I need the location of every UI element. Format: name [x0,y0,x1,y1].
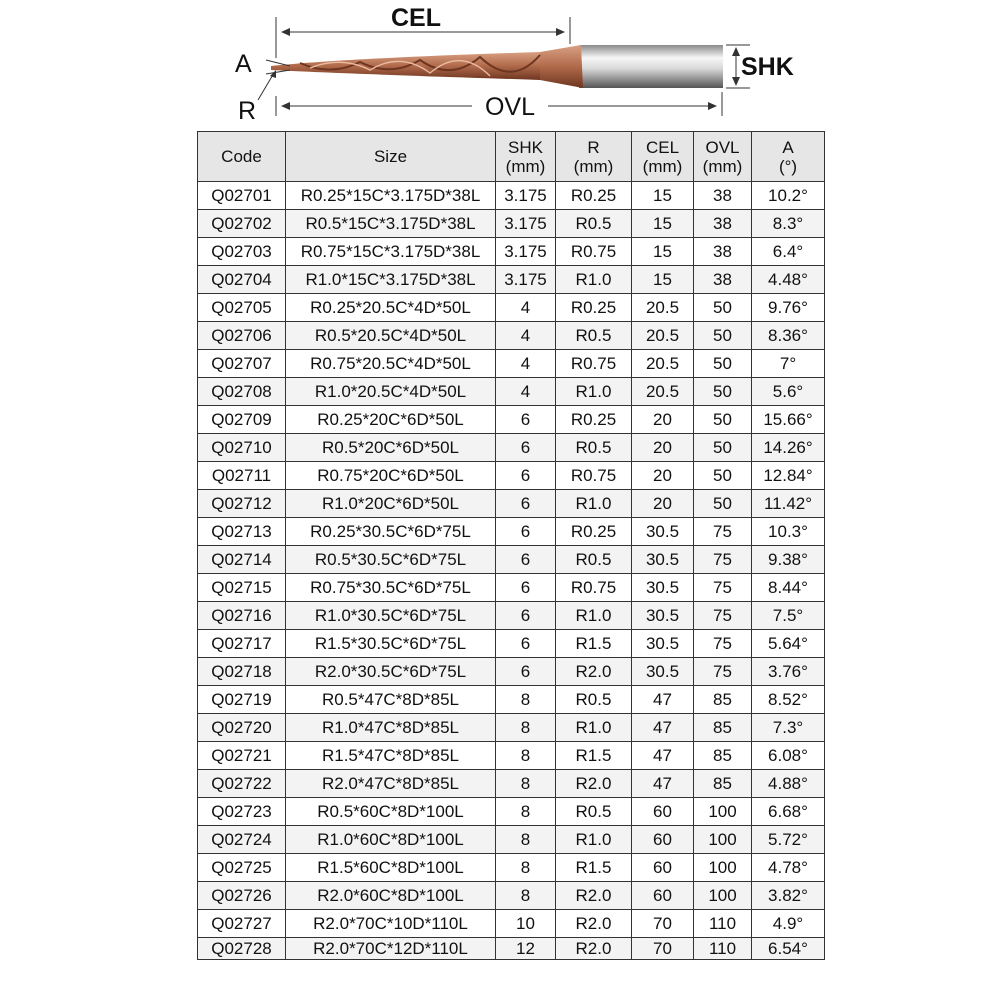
cell-shk: 8 [496,770,556,798]
cell-cel: 20.5 [632,294,694,322]
tool-shank [579,45,723,88]
cell-r: R1.0 [556,266,632,294]
cell-size: R1.0*20.5C*4D*50L [286,378,496,406]
cell-ovl: 50 [694,350,752,378]
cell-r: R0.25 [556,182,632,210]
cell-cel: 47 [632,770,694,798]
cell-r: R1.5 [556,630,632,658]
table-row [198,826,825,854]
cell-size: R0.75*15C*3.175D*38L [286,238,496,266]
cell-cel: 30.5 [632,602,694,630]
spec-table [197,131,825,960]
table-row [198,434,825,462]
cell-ovl: 75 [694,630,752,658]
cell-code: Q02708 [198,378,286,406]
cell-cel: 20.5 [632,322,694,350]
cell-r: R0.5 [556,210,632,238]
cell-cel: 20 [632,434,694,462]
cell-r: R0.25 [556,406,632,434]
cell-shk: 6 [496,518,556,546]
cell-ovl: 50 [694,294,752,322]
table-row [198,350,825,378]
cell-cel: 70 [632,910,694,938]
cell-ovl: 85 [694,714,752,742]
header-a: A (°) [752,132,825,182]
cell-ovl: 50 [694,406,752,434]
cell-ovl: 38 [694,210,752,238]
cell-shk: 4 [496,294,556,322]
cell-a: 8.52° [752,686,825,714]
cell-r: R0.5 [556,686,632,714]
table-row [198,238,825,266]
table-row [198,210,825,238]
header-cel: CEL (mm) [632,132,694,182]
cell-ovl: 38 [694,182,752,210]
cell-r: R2.0 [556,910,632,938]
cell-a: 8.3° [752,210,825,238]
cell-ovl: 85 [694,742,752,770]
cell-r: R2.0 [556,770,632,798]
cell-code: Q02706 [198,322,286,350]
cell-code: Q02724 [198,826,286,854]
cell-shk: 8 [496,686,556,714]
cell-shk: 8 [496,742,556,770]
cell-cel: 20 [632,406,694,434]
cell-ovl: 100 [694,882,752,910]
cell-a: 12.84° [752,462,825,490]
cell-size: R0.5*47C*8D*85L [286,686,496,714]
cell-cel: 47 [632,686,694,714]
cell-code: Q02726 [198,882,286,910]
tool-neck [540,45,583,88]
cell-shk: 12 [496,938,556,960]
cell-size: R2.0*30.5C*6D*75L [286,658,496,686]
cell-code: Q02709 [198,406,286,434]
cell-code: Q02710 [198,434,286,462]
cell-cel: 70 [632,938,694,960]
cell-cel: 15 [632,210,694,238]
cell-a: 8.44° [752,574,825,602]
cell-cel: 20.5 [632,350,694,378]
cell-cel: 15 [632,266,694,294]
cell-code: Q02721 [198,742,286,770]
cell-shk: 8 [496,826,556,854]
cell-ovl: 75 [694,574,752,602]
header-code: Code [198,132,286,182]
cell-cel: 47 [632,714,694,742]
cell-size: R1.5*60C*8D*100L [286,854,496,882]
cell-cel: 20.5 [632,378,694,406]
cell-r: R0.5 [556,546,632,574]
table-row [198,546,825,574]
cell-size: R0.25*20.5C*4D*50L [286,294,496,322]
cell-code: Q02702 [198,210,286,238]
cell-r: R0.25 [556,518,632,546]
table-row [198,322,825,350]
table-row [198,490,825,518]
cell-code: Q02717 [198,630,286,658]
cell-r: R1.0 [556,714,632,742]
cell-a: 7.3° [752,714,825,742]
table-row [198,658,825,686]
cell-a: 9.76° [752,294,825,322]
cell-cel: 15 [632,238,694,266]
cell-size: R1.0*30.5C*6D*75L [286,602,496,630]
cell-shk: 10 [496,910,556,938]
table-row [198,602,825,630]
cell-size: R0.5*20.5C*4D*50L [286,322,496,350]
cell-shk: 6 [496,406,556,434]
cell-ovl: 50 [694,462,752,490]
cell-cel: 30.5 [632,574,694,602]
cell-size: R0.5*30.5C*6D*75L [286,546,496,574]
cell-shk: 6 [496,630,556,658]
cell-shk: 3.175 [496,210,556,238]
angle-a-marker [235,50,290,78]
cell-code: Q02722 [198,770,286,798]
cell-r: R1.0 [556,490,632,518]
cell-ovl: 50 [694,490,752,518]
cell-ovl: 110 [694,938,752,960]
cell-shk: 6 [496,546,556,574]
cell-shk: 8 [496,798,556,826]
cell-code: Q02725 [198,854,286,882]
end-mill-diagram [0,0,1000,130]
table-row [198,574,825,602]
header-ovl: OVL (mm) [694,132,752,182]
cell-a: 4.9° [752,910,825,938]
table-row [198,518,825,546]
table-row [198,742,825,770]
cell-a: 3.76° [752,658,825,686]
cell-shk: 3.175 [496,238,556,266]
cell-size: R0.75*20C*6D*50L [286,462,496,490]
angle-a-label: A [235,50,252,78]
cell-r: R2.0 [556,882,632,910]
cell-size: R0.5*15C*3.175D*38L [286,210,496,238]
table-row [198,910,825,938]
cell-size: R2.0*70C*12D*110L [286,938,496,960]
cell-code: Q02728 [198,938,286,960]
table-row [198,378,825,406]
cell-ovl: 85 [694,770,752,798]
cell-code: Q02707 [198,350,286,378]
cell-shk: 6 [496,434,556,462]
cell-shk: 4 [496,322,556,350]
cell-shk: 3.175 [496,182,556,210]
cell-code: Q02705 [198,294,286,322]
cell-code: Q02713 [198,518,286,546]
cell-shk: 6 [496,574,556,602]
header-r: R (mm) [556,132,632,182]
ovl-dimension [276,92,722,121]
cell-r: R0.75 [556,462,632,490]
table-row [198,686,825,714]
cell-code: Q02716 [198,602,286,630]
cell-shk: 4 [496,350,556,378]
cell-size: R0.25*20C*6D*50L [286,406,496,434]
cell-r: R1.5 [556,742,632,770]
cell-cel: 30.5 [632,546,694,574]
cell-a: 15.66° [752,406,825,434]
cell-code: Q02720 [198,714,286,742]
cell-a: 7.5° [752,602,825,630]
cell-cel: 30.5 [632,630,694,658]
cell-r: R0.5 [556,322,632,350]
table-header-row [198,132,825,182]
cell-r: R0.5 [556,434,632,462]
table-row [198,882,825,910]
cell-a: 6.4° [752,238,825,266]
cell-shk: 6 [496,602,556,630]
cell-r: R0.75 [556,238,632,266]
cell-code: Q02711 [198,462,286,490]
cell-cel: 30.5 [632,658,694,686]
cell-a: 4.78° [752,854,825,882]
cell-code: Q02727 [198,910,286,938]
cel-label: CEL [391,4,441,32]
cell-code: Q02718 [198,658,286,686]
cell-a: 7° [752,350,825,378]
cell-a: 9.38° [752,546,825,574]
cell-a: 6.54° [752,938,825,960]
cell-a: 5.72° [752,826,825,854]
cell-shk: 8 [496,714,556,742]
cell-size: R1.0*47C*8D*85L [286,714,496,742]
cell-size: R2.0*47C*8D*85L [286,770,496,798]
cell-r: R1.0 [556,826,632,854]
cell-r: R1.0 [556,602,632,630]
cell-size: R1.5*30.5C*6D*75L [286,630,496,658]
radius-r-marker [238,70,276,125]
cell-size: R0.75*30.5C*6D*75L [286,574,496,602]
cell-r: R1.0 [556,378,632,406]
cell-code: Q02704 [198,266,286,294]
cell-shk: 6 [496,658,556,686]
cell-shk: 8 [496,882,556,910]
cell-size: R0.25*30.5C*6D*75L [286,518,496,546]
cell-cel: 30.5 [632,518,694,546]
table-row [198,938,825,960]
cell-cel: 60 [632,882,694,910]
table-row [198,854,825,882]
cell-ovl: 75 [694,518,752,546]
cell-a: 4.48° [752,266,825,294]
header-size: Size [286,132,496,182]
cell-size: R0.5*60C*8D*100L [286,798,496,826]
cell-ovl: 85 [694,686,752,714]
table-row [198,406,825,434]
cell-r: R1.5 [556,854,632,882]
table-row [198,770,825,798]
table-row [198,182,825,210]
cel-dimension [276,4,570,58]
table-row [198,294,825,322]
cell-r: R2.0 [556,938,632,960]
cell-r: R0.25 [556,294,632,322]
cell-size: R2.0*60C*8D*100L [286,882,496,910]
table-row [198,462,825,490]
cell-r: R0.75 [556,350,632,378]
cell-code: Q02703 [198,238,286,266]
cell-code: Q02719 [198,686,286,714]
cell-shk: 3.175 [496,266,556,294]
cell-size: R1.5*47C*8D*85L [286,742,496,770]
table-row [198,266,825,294]
cell-cel: 47 [632,742,694,770]
ovl-label: OVL [484,93,536,121]
cell-cel: 60 [632,826,694,854]
cell-ovl: 75 [694,546,752,574]
cell-cel: 60 [632,854,694,882]
cell-r: R0.75 [556,574,632,602]
cell-a: 10.3° [752,518,825,546]
table-row [198,798,825,826]
table-body [198,182,825,960]
radius-r-label: R [238,97,257,125]
cell-r: R2.0 [556,658,632,686]
table-row [198,630,825,658]
cell-size: R0.25*15C*3.175D*38L [286,182,496,210]
cell-size: R1.0*15C*3.175D*38L [286,266,496,294]
cell-code: Q02701 [198,182,286,210]
cell-ovl: 100 [694,826,752,854]
cell-size: R2.0*70C*10D*110L [286,910,496,938]
cell-a: 4.88° [752,770,825,798]
cell-a: 5.6° [752,378,825,406]
cell-a: 10.2° [752,182,825,210]
cell-a: 6.08° [752,742,825,770]
cell-ovl: 38 [694,238,752,266]
cell-shk: 4 [496,378,556,406]
cell-cel: 60 [632,798,694,826]
cell-size: R0.5*20C*6D*50L [286,434,496,462]
cell-r: R0.5 [556,798,632,826]
cell-size: R1.0*60C*8D*100L [286,826,496,854]
table-row [198,714,825,742]
cell-ovl: 75 [694,658,752,686]
cell-cel: 20 [632,462,694,490]
cell-ovl: 50 [694,378,752,406]
cell-cel: 20 [632,490,694,518]
cell-shk: 6 [496,462,556,490]
cell-a: 5.64° [752,630,825,658]
cell-a: 8.36° [752,322,825,350]
cell-a: 6.68° [752,798,825,826]
cell-ovl: 100 [694,798,752,826]
cell-ovl: 50 [694,434,752,462]
cell-code: Q02715 [198,574,286,602]
shk-dimension [726,45,794,88]
cell-code: Q02714 [198,546,286,574]
cell-a: 14.26° [752,434,825,462]
cell-code: Q02712 [198,490,286,518]
cell-size: R0.75*20.5C*4D*50L [286,350,496,378]
cell-a: 3.82° [752,882,825,910]
cell-ovl: 38 [694,266,752,294]
cell-ovl: 100 [694,854,752,882]
cell-ovl: 75 [694,602,752,630]
cell-shk: 8 [496,854,556,882]
cell-size: R1.0*20C*6D*50L [286,490,496,518]
cell-a: 11.42° [752,490,825,518]
header-shk: SHK (mm) [496,132,556,182]
cell-ovl: 110 [694,910,752,938]
shk-label: SHK [741,53,794,81]
cell-shk: 6 [496,490,556,518]
cell-cel: 15 [632,182,694,210]
end-mill-tool [271,45,723,88]
cell-code: Q02723 [198,798,286,826]
cell-ovl: 50 [694,322,752,350]
